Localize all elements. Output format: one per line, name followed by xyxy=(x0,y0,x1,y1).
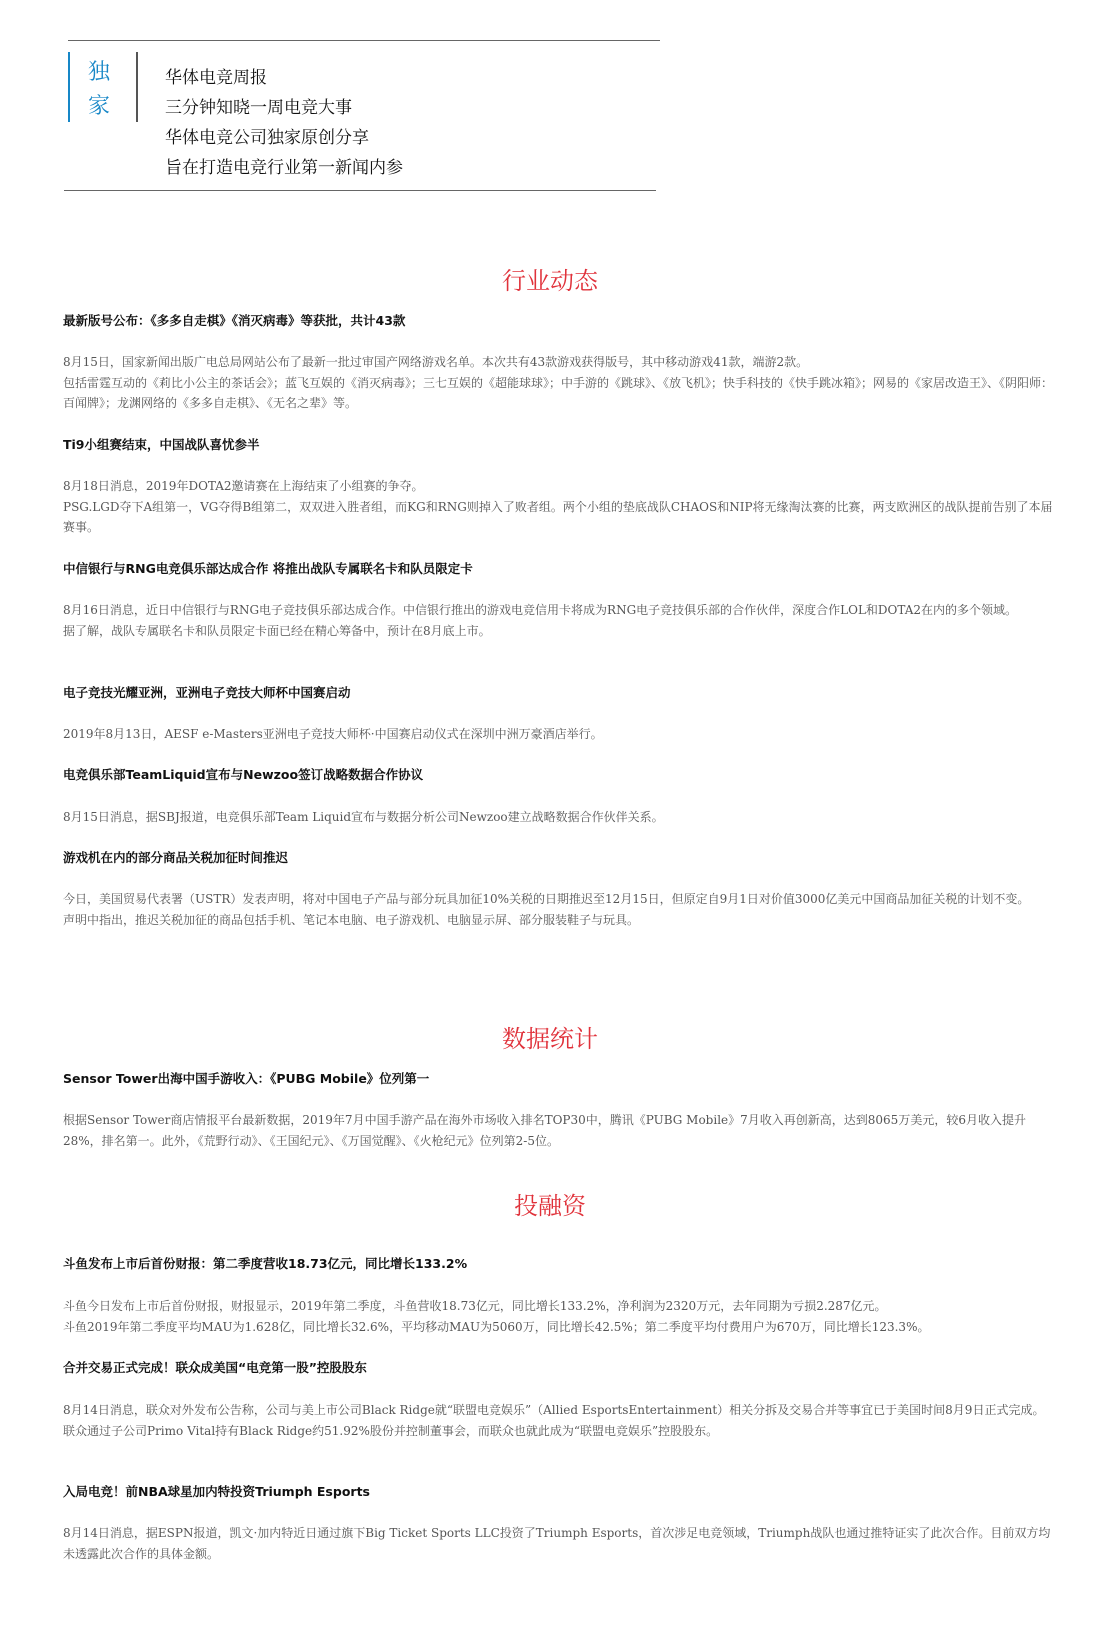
intro-line: 三分钟知晓一周电竞大事 xyxy=(165,98,352,118)
article-paragraph: 8月16日消息，近日中信银行与RNG电子竞技俱乐部达成合作。中信银行推出的游戏电竞信用卡将成为RNG电子竞技俱乐部的合作伙伴，深度合作LOL和DOTA2在内的多个领域。 xyxy=(63,603,1018,617)
article-paragraph: 包括雷霆互动的《莉比小公主的茶话会》；蓝飞互娱的《消灭病毒》；三七互娱的《超能球球》；中手游的《跳球》、《放飞机》；快手科技的《快手跳冰箱》；网易的《家居改造王》、《阴阳师：百闻牌》；龙渊网络的《多多自走棋》、《无名之辈》等。 xyxy=(63,375,1054,410)
article-headline: 合并交易正式完成！联众成美国“电竞第一股”控股股东 xyxy=(63,1360,367,1375)
exclusive-char: 家 xyxy=(88,94,111,119)
article-headline: 最新版号公布：《多多自走棋》《消灭病毒》等获批，共计43款 xyxy=(63,313,406,328)
exclusive-label xyxy=(88,56,118,124)
article-body xyxy=(63,476,1053,538)
header-divider-bar xyxy=(136,52,138,122)
section-title-data: 数据统计 xyxy=(502,1025,598,1053)
article-headline: 电竞俱乐部TeamLiquid宣布与Newzoo签订战略数据合作协议 xyxy=(63,767,424,782)
article-paragraph: 8月15日，国家新闻出版广电总局网站公布了最新一批过审国产网络游戏名单。本次共有43款游戏获得版号，其中移动游戏41款，端游2款。 xyxy=(63,355,809,369)
intro-line: 旨在打造电竞行业第一新闻内参 xyxy=(165,158,403,178)
article-body xyxy=(63,600,1053,641)
article-headline: 斗鱼发布上市后首份财报：第二季度营收18.73亿元，同比增长133.2% xyxy=(63,1256,468,1271)
article-paragraph: 今日，美国贸易代表署（USTR）发表声明，将对中国电子产品与部分玩具加征10%关税的日期推迟至12月15日，但原定自9月1日对价值3000亿美元中国商品加征关税的计划不变。 xyxy=(63,892,1030,906)
article-headline: 电子竞技光耀亚洲，亚洲电子竞技大师杯中国赛启动 xyxy=(63,685,351,700)
article-body xyxy=(63,724,1053,745)
article-paragraph: 8月15日消息，据SBJ报道，电竞俱乐部Team Liquid宣布与数据分析公司Newzoo建立战略数据合作伙伴关系。 xyxy=(63,810,664,824)
section-title-industry: 行业动态 xyxy=(502,267,598,295)
article-paragraph: 8月14日消息，联众对外发布公告称，公司与美上市公司Black Ridge就“联盟电竞娱乐”（Allied EsportsEntertainment）相关分拆及交易合并等事宜已于美国时间8月9日正式完成。 xyxy=(63,1403,1045,1417)
article-body xyxy=(63,807,1053,828)
intro-line: 华体电竞周报 xyxy=(165,68,267,88)
article-headline: Ti9小组赛结束，中国战队喜忧参半 xyxy=(63,437,260,452)
article-paragraph: 斗鱼今日发布上市后首份财报，财报显示，2019年第二季度，斗鱼营收18.73亿元，同比增长133.2%，净利润为2320万元，去年同期为亏损2.287亿元。 xyxy=(63,1299,887,1313)
intro-line: 华体电竞公司独家原创分享 xyxy=(165,128,369,148)
article-headline: Sensor Tower出海中国手游收入：《PUBG Mobile》位列第一 xyxy=(63,1071,430,1086)
article-paragraph: 斗鱼2019年第二季度平均MAU为1.628亿，同比增长32.6%，平均移动MAU为5060万，同比增长42.5%；第二季度平均付费用户为670万，同比增长123.3%。 xyxy=(63,1319,930,1334)
article-paragraph: 8月18日消息，2019年DOTA2邀请赛在上海结束了小组赛的争夺。 xyxy=(63,479,424,493)
article-body xyxy=(63,889,1053,930)
article-body xyxy=(63,352,1053,414)
article-paragraph: 根据Sensor Tower商店情报平台最新数据，2019年7月中国手游产品在海外市场收入排名TOP30中，腾讯《PUBG Mobile》7月收入再创新高，达到8065万美元，较6月收入提升28%，排名第一。此外，《荒野行动》、《王国纪元》、《万国觉醒》、《火枪纪元》位列第2-5位。 xyxy=(63,1113,1026,1148)
header-bottom-rule xyxy=(64,190,656,191)
article-headline: 游戏机在内的部分商品关税加征时间推迟 xyxy=(63,850,289,865)
article-body xyxy=(63,1296,1053,1337)
article-headline: 中信银行与RNG电竞俱乐部达成合作 将推出战队专属联名卡和队员限定卡 xyxy=(63,561,473,576)
article-headline: 入局电竞！前NBA球星加内特投资Triumph Esports xyxy=(63,1484,370,1499)
exclusive-char: 独 xyxy=(88,60,111,85)
article-paragraph: 2019年8月13日，AESF e-Masters亚洲电子竞技大师杯·中国赛启动仪式在深圳中洲万豪酒店举行。 xyxy=(63,727,603,741)
article-body xyxy=(63,1110,1053,1151)
section-title-investment: 投融资 xyxy=(514,1192,586,1220)
article-paragraph: 联众通过子公司Primo Vital持有Black Ridge约51.92%股份并控制董事会，而联众也就此成为“联盟电竞娱乐”控股股东。 xyxy=(63,1423,719,1438)
header-intro xyxy=(165,63,403,183)
article-paragraph: 据了解，战队专属联名卡和队员限定卡面已经在精心筹备中，预计在8月底上市。 xyxy=(63,623,491,638)
article-paragraph: 8月14日消息，据ESPN报道，凯文·加内特近日通过旗下Big Ticket Sports LLC投资了Triumph Esports，首次涉足电竞领域，Triumph战队也通过推特证实了此次合作。目前双方均未透露此次合作的具体金额。 xyxy=(63,1526,1051,1561)
article-body xyxy=(63,1400,1053,1441)
article-paragraph: 声明中指出，推迟关税加征的商品包括手机、笔记本电脑、电子游戏机、电脑显示屏、部分服装鞋子与玩具。 xyxy=(63,912,640,927)
header-accent-bar xyxy=(68,52,70,122)
article-paragraph: PSG.LGD夺下A组第一，VG夺得B组第二，双双进入胜者组，而KG和RNG则掉入了败者组。两个小组的垫底战队CHAOS和NIP将无缘淘汰赛的比赛，两支欧洲区的战队提前告别了本届赛事。 xyxy=(63,499,1053,534)
article-body xyxy=(63,1523,1053,1564)
header-top-rule xyxy=(68,40,660,41)
